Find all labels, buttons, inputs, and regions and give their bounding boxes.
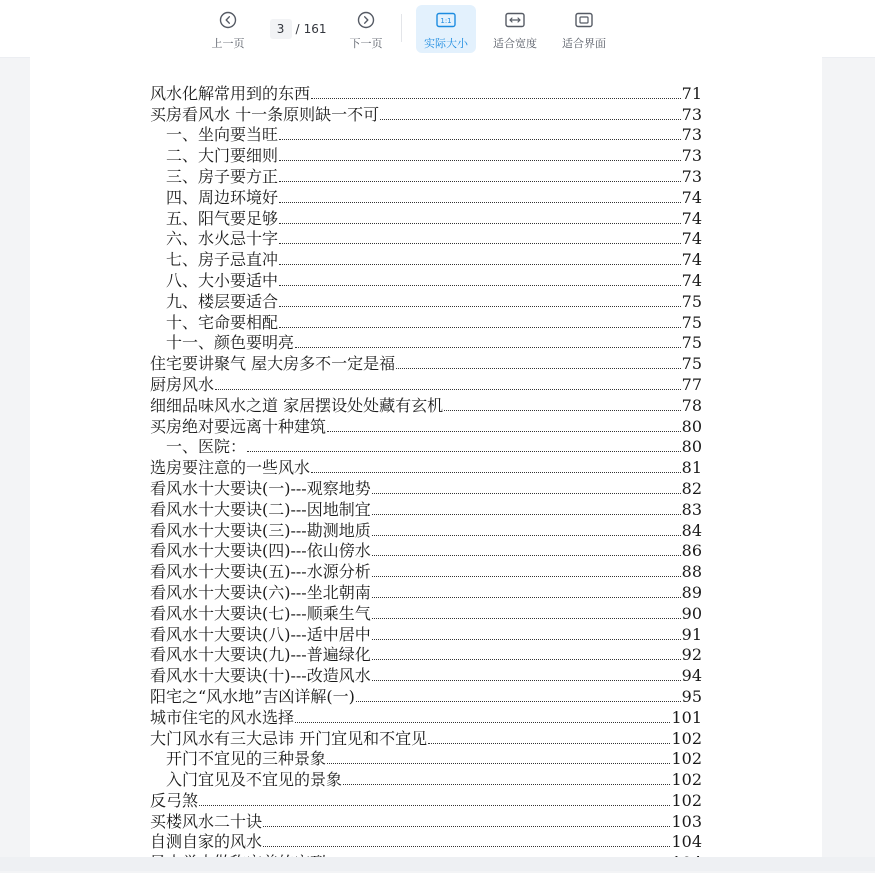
actual-size-label: 实际大小: [424, 37, 468, 50]
svg-text:1:1: 1:1: [440, 17, 452, 25]
toc-dot-leader: [279, 285, 681, 286]
toc-entry[interactable]: [150, 707, 702, 728]
toc-dot-leader: [428, 743, 670, 744]
toc-dot-leader: [311, 98, 681, 99]
toc-entry-page: 74: [681, 187, 702, 207]
toc-entry[interactable]: [150, 229, 702, 250]
actual-size-button[interactable]: [416, 5, 476, 53]
toc-dot-leader: [263, 826, 670, 827]
toc-dot-leader: [199, 805, 670, 806]
toc-entry-title: 三、房子要方正: [166, 166, 279, 186]
toc-entry[interactable]: [150, 665, 702, 686]
toc-dot-leader: [372, 659, 681, 660]
toc-entry-title: 厨房风水: [150, 374, 215, 394]
toc-entry-page: 92: [681, 645, 702, 665]
toc-entry-title: 六、水火忌十字: [166, 229, 279, 249]
toolbar-divider: [401, 14, 402, 42]
toc-entry-page: 75: [681, 312, 702, 332]
toc-dot-leader: [372, 576, 681, 577]
toc-entry-page: 83: [681, 499, 702, 519]
toc-entry-page: 90: [681, 603, 702, 623]
prev-page-label: 上一页: [211, 37, 245, 50]
prev-page-button[interactable]: [206, 5, 250, 53]
toc-entry-title: 看风水十大要诀(九)---普遍绿化: [150, 645, 371, 665]
toc-dot-leader: [279, 264, 681, 265]
toc-entry[interactable]: [150, 645, 702, 666]
toc-entry-page: 102: [671, 749, 702, 769]
toc-entry-title: 看风水十大要诀(五)---水源分析: [150, 562, 371, 582]
toc-entry-title: 细细品味风水之道 家居摆设处处藏有玄机: [150, 395, 444, 415]
fit-page-button[interactable]: [557, 5, 611, 53]
toc-entry-title: 大门风水有三大忌讳 开门宜见和不宜见: [150, 728, 428, 748]
toc-entry[interactable]: [150, 603, 702, 624]
toc-entry-page: 80: [681, 416, 702, 436]
toc-dot-leader: [372, 514, 681, 515]
toc-entry-page: 75: [681, 333, 702, 353]
toc-entry-title: 十一、颜色要明亮: [166, 333, 295, 353]
toc-entry-page: 101: [671, 707, 702, 727]
toc-entry-title: 反弓煞: [150, 790, 199, 810]
page-separator: /: [295, 22, 300, 36]
toc-entry-page: 86: [681, 541, 702, 561]
toc-dot-leader: [396, 368, 681, 369]
toc-entry-title: 城市住宅的风水选择: [150, 707, 295, 727]
toc-entry[interactable]: [150, 582, 702, 603]
toc-entry-page: 74: [681, 208, 702, 228]
toc-entry-title: 看风水十大要诀(一)---观察地势: [150, 478, 371, 498]
toc-entry[interactable]: [150, 457, 702, 478]
toc-entry-title: 阳宅之“风水地”吉凶详解(一): [150, 686, 355, 706]
toc-entry-title: 看风水十大要诀(三)---勘测地质: [150, 520, 371, 540]
toc-dot-leader: [372, 555, 681, 556]
toc-entry-page: 74: [681, 229, 702, 249]
toc-entry-page: 80: [681, 437, 702, 457]
page-indicator: [263, 17, 333, 41]
toc-entry-page: 88: [681, 562, 702, 582]
toc-entry[interactable]: [150, 125, 702, 146]
toc-entry-page: 78: [681, 395, 702, 415]
toc-entry[interactable]: [150, 749, 702, 770]
toc-entry[interactable]: [150, 728, 702, 749]
chevron-right-circle-icon: [357, 9, 375, 31]
toc-entry-title: 看风水十大要诀(四)---依山傍水: [150, 541, 371, 561]
toc-entry[interactable]: [150, 291, 702, 312]
toc-entry-title: 看风水十大要诀(十)---改造风水: [150, 666, 371, 686]
toc-dot-leader: [372, 597, 681, 598]
toc-dot-leader: [372, 535, 681, 536]
toc-entry-page: 102: [671, 728, 702, 748]
toc-entry[interactable]: [150, 249, 702, 270]
toc-dot-leader: [444, 410, 681, 411]
toc-entry[interactable]: [150, 541, 702, 562]
toc-entry-title: 二、大门要细则: [166, 146, 279, 166]
toc-entry-page: 73: [681, 146, 702, 166]
next-page-label: 下一页: [349, 37, 383, 50]
toc-entry-title: 入门宜见及不宜见的景象: [166, 770, 343, 790]
toc-entry-page: 74: [681, 270, 702, 290]
fit-width-icon: [505, 9, 525, 31]
toc-entry-title: 看风水十大要诀(六)---坐北朝南: [150, 582, 371, 602]
toc-dot-leader: [356, 701, 681, 702]
toc-entry[interactable]: [150, 832, 702, 853]
toc-entry[interactable]: [150, 437, 702, 458]
fit-page-icon: [575, 9, 593, 31]
viewer-toolbar: [0, 0, 875, 58]
toc-entry-page: 73: [681, 125, 702, 145]
toc-entry-page: 103: [671, 811, 702, 831]
toc-entry-title: 七、房子忌直冲: [166, 250, 279, 270]
toc-entry-page: 84: [681, 520, 702, 540]
toc-entry-page: 102: [671, 770, 702, 790]
page-number-input[interactable]: [270, 19, 292, 39]
toc-entry-title: 买房绝对要远离十种建筑: [150, 416, 327, 436]
toc-entry-page: 75: [681, 291, 702, 311]
toc-dot-leader: [295, 722, 670, 723]
toc-dot-leader: [247, 451, 681, 452]
toc-dot-leader: [372, 639, 681, 640]
toc-dot-leader: [279, 243, 681, 244]
toc-entry[interactable]: [150, 333, 702, 354]
toc-entry-title: 买房看风水 十一条原则缺一不可: [150, 104, 380, 124]
fit-width-button[interactable]: [488, 5, 542, 53]
toc-entry[interactable]: [150, 187, 702, 208]
toc-entry[interactable]: [150, 374, 702, 395]
toc-dot-leader: [372, 493, 681, 494]
toc-entry-title: 十、宅命要相配: [166, 312, 279, 332]
toc-dot-leader: [279, 306, 681, 307]
document-page: [30, 57, 822, 857]
toc-entry[interactable]: [150, 561, 702, 582]
toc-dot-leader: [279, 223, 681, 224]
toc-entry-page: 73: [681, 104, 702, 124]
toc-dot-leader: [295, 347, 681, 348]
toc-entry-title: 选房要注意的一些风水: [150, 458, 311, 478]
toc-entry[interactable]: [150, 686, 702, 707]
toc-entry[interactable]: [150, 769, 702, 790]
chevron-left-circle-icon: [219, 9, 237, 31]
toc-entry-page: 94: [681, 666, 702, 686]
toc-dot-leader: [279, 160, 681, 161]
toc-entry[interactable]: [150, 499, 702, 520]
toc-entry[interactable]: [150, 312, 702, 333]
total-pages: 161: [303, 22, 327, 36]
toc-dot-leader: [279, 181, 681, 182]
fit-page-label: 适合界面: [562, 37, 606, 50]
toc-entry[interactable]: [150, 83, 702, 104]
toc-entry[interactable]: [150, 208, 702, 229]
table-of-contents: [150, 83, 702, 873]
toc-dot-leader: [279, 139, 681, 140]
toc-entry-page: 104: [671, 832, 702, 852]
toc-entry-title: 看风水十大要诀(二)---因地制宜: [150, 499, 371, 519]
toc-entry[interactable]: [150, 270, 702, 291]
toc-entry[interactable]: [150, 811, 702, 832]
toc-entry-page: 73: [681, 166, 702, 186]
toc-entry-page: 81: [681, 458, 702, 478]
toc-entry-page: 71: [681, 83, 702, 103]
toc-dot-leader: [279, 202, 681, 203]
toc-entry-title: 风水化解常用到的东西: [150, 83, 311, 103]
toc-entry-page: 82: [681, 478, 702, 498]
toc-entry[interactable]: [150, 395, 702, 416]
toc-entry-title: 一、医院：: [166, 437, 247, 457]
toc-entry-title: 八、大小要适中: [166, 270, 279, 290]
toc-entry-page: 75: [681, 354, 702, 374]
toc-dot-leader: [327, 431, 681, 432]
toc-entry-title: 买楼风水二十诀: [150, 811, 263, 831]
toc-dot-leader: [263, 846, 670, 847]
toc-entry[interactable]: [150, 478, 702, 499]
toc-entry-title: 四、周边环境好: [166, 187, 279, 207]
fit-width-label: 适合宽度: [493, 37, 537, 50]
toc-dot-leader: [327, 763, 670, 764]
toc-entry-title: 住宅要讲聚气 屋大房多不一定是福: [150, 354, 396, 374]
toc-entry-title: 看风水十大要诀(七)---顺乘生气: [150, 603, 371, 623]
toc-entry-page: 89: [681, 582, 702, 602]
actual-size-icon: [436, 9, 456, 31]
toc-entry-title: 自测自家的风水: [150, 832, 263, 852]
toc-entry-title: 看风水十大要诀(八)---适中居中: [150, 624, 371, 644]
toc-entry-title: 开门不宜见的三种景象: [166, 749, 327, 769]
toc-entry-title: 一、坐向要当旺: [166, 125, 279, 145]
toc-entry-page: 102: [671, 790, 702, 810]
toc-dot-leader: [343, 784, 670, 785]
toc-entry-page: 74: [681, 250, 702, 270]
toc-entry-title: 五、阳气要足够: [166, 208, 279, 228]
toc-dot-leader: [279, 327, 681, 328]
toc-entry[interactable]: [150, 104, 702, 125]
toc-entry-page: 95: [681, 686, 702, 706]
toc-dot-leader: [372, 618, 681, 619]
toc-entry[interactable]: [150, 790, 702, 811]
toc-dot-leader: [380, 119, 681, 120]
bottom-scroll-area: [0, 857, 875, 871]
next-page-button[interactable]: [344, 5, 388, 53]
toc-entry-page: 77: [681, 374, 702, 394]
toc-dot-leader: [311, 472, 681, 473]
toc-entry[interactable]: [150, 353, 702, 374]
toc-dot-leader: [215, 389, 681, 390]
toc-entry-page: 91: [681, 624, 702, 644]
toc-entry[interactable]: [150, 416, 702, 437]
toc-entry[interactable]: [150, 166, 702, 187]
toc-entry[interactable]: [150, 520, 702, 541]
toc-entry-title: 九、楼层要适合: [166, 291, 279, 311]
toc-dot-leader: [372, 680, 681, 681]
toc-entry[interactable]: [150, 145, 702, 166]
toc-entry[interactable]: [150, 624, 702, 645]
